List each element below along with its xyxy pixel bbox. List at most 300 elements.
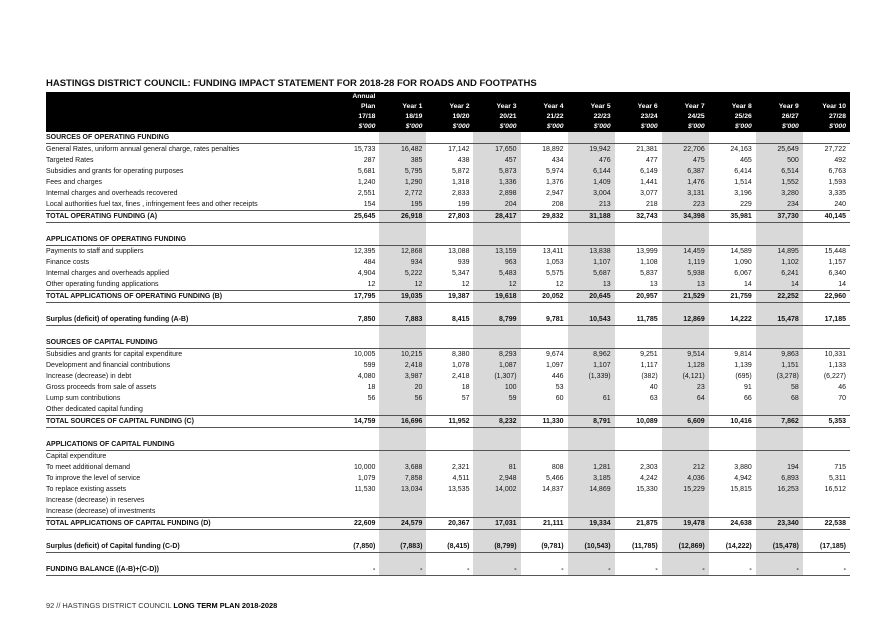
value-cell: 6,067	[734, 270, 752, 277]
value-cell: 13,159	[473, 246, 520, 258]
value-cell: 14,589	[730, 248, 752, 255]
value-cell	[756, 132, 803, 144]
value-cell: 16,253	[756, 484, 803, 495]
value-cell: (11,785)	[615, 541, 662, 553]
column-header-line2: Year 10	[803, 102, 850, 112]
value-cell	[615, 439, 662, 451]
value-cell: 1,090	[734, 259, 752, 266]
value-cell: 5,466	[546, 475, 564, 482]
value-cell: 6,149	[640, 168, 658, 175]
value-cell: 3,196	[734, 190, 752, 197]
value-cell: (8,415)	[426, 541, 473, 553]
value-cell: 1,097	[546, 362, 564, 369]
table-row	[46, 246, 850, 258]
value-cell	[426, 337, 473, 349]
value-cell	[662, 428, 709, 440]
value-cell	[803, 234, 850, 246]
value-cell: 4,942	[734, 475, 752, 482]
value-cell: 6,241	[756, 268, 803, 279]
value-cell: 1,133	[828, 362, 846, 369]
column-header-unit: $'000	[662, 122, 709, 132]
value-cell	[568, 303, 615, 315]
value-cell: -	[379, 564, 426, 576]
value-cell: 5,837	[640, 270, 658, 277]
value-cell	[756, 326, 803, 338]
column-header-line3: 25/26	[709, 112, 756, 122]
table-row	[46, 166, 850, 177]
value-cell	[568, 326, 615, 338]
value-cell: 14	[756, 279, 803, 291]
value-cell	[709, 428, 756, 440]
value-cell: (695)	[735, 373, 752, 380]
value-cell	[379, 553, 426, 565]
value-cell: 19,387	[426, 291, 473, 303]
value-cell: -	[615, 564, 662, 576]
value-cell: 22,706	[662, 144, 709, 156]
value-cell	[332, 495, 379, 506]
value-cell	[803, 439, 850, 451]
value-cell: 7,862	[756, 416, 803, 428]
value-cell: 16,696	[379, 416, 426, 428]
page-title: HASTINGS DISTRICT COUNCIL: FUNDING IMPACT STATEMENT FOR 2018-28 FOR ROADS AND FOOTPATHS	[46, 78, 537, 89]
row-label: TOTAL APPLICATIONS OF CAPITAL FUNDING (D)	[46, 518, 332, 530]
column-header-line1	[709, 92, 756, 102]
value-cell: 20	[379, 382, 426, 393]
table-row	[46, 382, 850, 393]
value-cell	[662, 553, 709, 565]
value-cell	[615, 530, 662, 542]
value-cell: 10,331	[824, 351, 846, 358]
value-cell: 7,850	[332, 314, 379, 326]
value-cell: 23,340	[756, 518, 803, 530]
value-cell: 3,987	[379, 371, 426, 382]
value-cell: 1,409	[568, 177, 615, 188]
value-cell	[568, 530, 615, 542]
value-cell: 5,872	[451, 168, 470, 175]
table-row	[46, 428, 850, 440]
value-cell: 208	[551, 201, 564, 208]
value-cell: 199	[457, 201, 470, 208]
table-row	[46, 291, 850, 303]
value-cell	[709, 234, 756, 246]
value-cell: 32,743	[615, 211, 662, 223]
column-header-unit: $'000	[426, 122, 473, 132]
value-cell: 4,036	[662, 473, 709, 484]
column-header-line1	[379, 92, 426, 102]
value-cell: 25,645	[332, 211, 379, 223]
value-cell: 13	[662, 279, 709, 291]
value-cell: 4,511	[452, 475, 470, 482]
value-cell: 6,514	[756, 166, 803, 177]
table-row	[46, 303, 850, 315]
row-label: TOTAL SOURCES OF CAPITAL FUNDING (C)	[46, 416, 332, 428]
column-header-line2: Year 7	[662, 102, 709, 112]
value-cell: 2,947	[546, 190, 564, 197]
value-cell: 60	[555, 395, 564, 402]
value-cell	[756, 439, 803, 451]
value-cell: 5,353	[803, 416, 850, 428]
table-row	[46, 518, 850, 530]
value-cell	[662, 132, 709, 144]
value-cell: 8,380	[451, 351, 470, 358]
funding-impact-table	[46, 92, 850, 576]
value-cell	[332, 326, 379, 338]
value-cell: (1,307)	[473, 371, 520, 382]
value-cell: (6,227)	[823, 373, 846, 380]
value-cell: 457	[473, 155, 520, 166]
value-cell	[568, 234, 615, 246]
value-cell	[803, 132, 850, 144]
value-cell	[426, 428, 473, 440]
value-cell: 29,832	[521, 211, 568, 223]
value-cell: 40,145	[803, 211, 850, 223]
value-cell	[803, 553, 850, 565]
value-cell: 1,441	[640, 179, 658, 186]
value-cell: 3,185	[568, 473, 615, 484]
value-cell	[473, 404, 520, 416]
value-cell: 64	[662, 393, 709, 404]
footer-plan-title: LONG TERM PLAN 2018-2028	[173, 601, 278, 610]
value-cell: 8,293	[473, 349, 520, 361]
value-cell: (7,850)	[332, 541, 379, 553]
table-row	[46, 314, 850, 326]
value-cell	[379, 451, 426, 463]
value-cell	[662, 326, 709, 338]
value-cell: 213	[568, 199, 615, 211]
value-cell: -	[568, 564, 615, 576]
value-cell: 287	[363, 157, 376, 164]
value-cell	[473, 530, 520, 542]
value-cell: (7,883)	[379, 541, 426, 553]
value-cell	[662, 337, 709, 349]
value-cell: 1,157	[828, 259, 846, 266]
value-cell	[379, 223, 426, 235]
value-cell: 13,411	[542, 248, 564, 255]
row-label: Targeted Rates	[46, 157, 94, 164]
value-cell: 23	[662, 382, 709, 393]
table-row	[46, 371, 850, 382]
value-cell	[803, 303, 850, 315]
value-cell	[803, 506, 850, 518]
value-cell: 17,650	[473, 144, 520, 156]
table-row	[46, 416, 850, 428]
value-cell: 35,981	[709, 211, 756, 223]
value-cell	[756, 223, 803, 235]
value-cell: 6,414	[734, 168, 752, 175]
value-cell	[615, 223, 662, 235]
value-cell: 1,107	[568, 360, 615, 371]
value-cell	[756, 234, 803, 246]
value-cell: 3,335	[828, 190, 846, 197]
value-cell: 10,543	[568, 314, 615, 326]
value-cell: 234	[756, 199, 803, 211]
value-cell	[521, 428, 568, 440]
table-row	[46, 234, 850, 246]
value-cell: 14,222	[709, 314, 756, 326]
row-label: Subsidies and grants for capital expenditure	[46, 351, 183, 358]
value-cell	[332, 553, 379, 565]
row-label: Surplus (deficit) of Capital funding (C-D)	[46, 541, 332, 553]
value-cell: 476	[568, 155, 615, 166]
value-cell: 13,034	[379, 484, 426, 495]
value-cell: 9,814	[734, 351, 752, 358]
value-cell: 1,151	[756, 360, 803, 371]
table-row	[46, 155, 850, 166]
value-cell: 3,131	[662, 188, 709, 199]
value-cell: 6,387	[662, 166, 709, 177]
value-cell: 11,330	[521, 416, 568, 428]
table-row	[46, 439, 850, 451]
value-cell	[662, 404, 709, 416]
value-cell	[662, 530, 709, 542]
row-label: Payments to staff and suppliers	[46, 248, 144, 255]
value-cell	[426, 530, 473, 542]
row-label: APPLICATIONS OF CAPITAL FUNDING	[46, 439, 332, 451]
value-cell: 1,079	[357, 475, 376, 482]
value-cell: 3,688	[379, 462, 426, 473]
value-cell: 13,088	[448, 248, 470, 255]
value-cell	[521, 132, 568, 144]
row-label: Finance costs	[46, 259, 90, 266]
row-label	[46, 530, 332, 542]
value-cell: 26,918	[379, 211, 426, 223]
value-cell	[615, 326, 662, 338]
value-cell	[803, 223, 850, 235]
value-cell: 5,311	[829, 475, 846, 482]
column-header-line3: 26/27	[756, 112, 803, 122]
value-cell: 21,111	[521, 518, 568, 530]
value-cell	[521, 337, 568, 349]
column-header-line2: Year 9	[756, 102, 803, 112]
value-cell: 5,938	[662, 268, 709, 279]
value-cell: 66	[743, 395, 752, 402]
value-cell: 19,334	[568, 518, 615, 530]
value-cell	[332, 506, 379, 518]
value-cell	[473, 223, 520, 235]
value-cell: 31,188	[568, 211, 615, 223]
value-cell: 21,529	[662, 291, 709, 303]
value-cell: 57	[461, 395, 470, 402]
value-cell	[803, 451, 850, 463]
value-cell	[568, 404, 615, 416]
value-cell: 1,552	[756, 177, 803, 188]
value-cell: 5,795	[379, 166, 426, 177]
page-footer	[46, 601, 277, 610]
value-cell	[521, 439, 568, 451]
row-label	[46, 428, 332, 440]
value-cell: (10,543)	[568, 541, 615, 553]
column-header-unit: $'000	[332, 122, 379, 132]
value-cell	[709, 451, 756, 463]
footer-page-ref: 92 // HASTINGS DISTRICT COUNCIL	[46, 601, 174, 610]
row-label: Gross proceeds from sale of assets	[46, 384, 157, 391]
value-cell: 46	[838, 384, 846, 391]
value-cell: -	[756, 564, 803, 576]
value-cell	[756, 530, 803, 542]
value-cell: 5,575	[546, 270, 564, 277]
value-cell: 1,119	[662, 257, 709, 268]
value-cell: 22,960	[803, 291, 850, 303]
table-row	[46, 530, 850, 542]
value-cell: 100	[473, 382, 520, 393]
value-cell: 10,416	[709, 416, 756, 428]
value-cell: 19,478	[662, 518, 709, 530]
value-cell: 1,240	[357, 179, 376, 186]
value-cell: 1,281	[568, 462, 615, 473]
value-cell	[473, 326, 520, 338]
value-cell	[709, 223, 756, 235]
column-header-line3: 27/28	[803, 112, 850, 122]
value-cell	[426, 451, 473, 463]
value-cell: 477	[645, 157, 658, 164]
value-cell	[615, 506, 662, 518]
column-header-line1	[473, 92, 520, 102]
value-cell: -	[426, 564, 473, 576]
value-cell: 14,895	[756, 246, 803, 258]
value-cell	[615, 404, 662, 416]
value-cell	[379, 337, 426, 349]
value-cell: (14,222)	[709, 541, 756, 553]
value-cell: 6,340	[828, 270, 846, 277]
value-cell: 1,476	[662, 177, 709, 188]
row-label: General Rates, uniform annual general charge, rates penalties	[46, 146, 240, 153]
value-cell: 8,791	[568, 416, 615, 428]
row-label: Lump sum contributions	[46, 395, 121, 402]
value-cell: 10,215	[379, 349, 426, 361]
value-cell: 1,376	[546, 179, 564, 186]
value-cell	[803, 495, 850, 506]
value-cell: 12,395	[353, 248, 376, 255]
header-label-cell	[46, 112, 332, 122]
value-cell	[473, 451, 520, 463]
value-cell: 939	[457, 259, 470, 266]
value-cell	[426, 495, 473, 506]
table-row	[46, 211, 850, 223]
value-cell: 4,242	[640, 475, 658, 482]
value-cell	[709, 439, 756, 451]
column-header-unit: $'000	[473, 122, 520, 132]
value-cell	[568, 382, 615, 393]
value-cell: 7,858	[379, 473, 426, 484]
column-header-line1: Annual	[332, 92, 379, 102]
table-row	[46, 188, 850, 199]
value-cell: 6,144	[568, 166, 615, 177]
value-cell: 12	[379, 279, 426, 291]
value-cell	[568, 337, 615, 349]
value-cell	[756, 303, 803, 315]
value-cell: 5,222	[379, 268, 426, 279]
value-cell: 24,163	[730, 146, 752, 153]
value-cell: 808	[551, 464, 564, 471]
value-cell: 12	[555, 281, 564, 288]
value-cell: 15,733	[353, 146, 376, 153]
value-cell: 59	[473, 393, 520, 404]
value-cell: 15,448	[824, 248, 846, 255]
value-cell	[568, 451, 615, 463]
table-row	[46, 257, 850, 268]
column-header-line2: Year 5	[568, 102, 615, 112]
value-cell: 1,108	[640, 259, 658, 266]
value-cell: 34,398	[662, 211, 709, 223]
value-cell	[709, 506, 756, 518]
value-cell: 14,837	[542, 486, 564, 493]
value-cell	[473, 506, 520, 518]
value-cell: 15,815	[730, 486, 752, 493]
value-cell	[379, 428, 426, 440]
value-cell	[521, 234, 568, 246]
value-cell: 21,759	[709, 291, 756, 303]
value-cell: 3,880	[734, 464, 752, 471]
value-cell: 13	[649, 281, 658, 288]
value-cell: (8,799)	[473, 541, 520, 553]
value-cell: 70	[838, 395, 846, 402]
value-cell: 2,418	[451, 373, 470, 380]
column-header-line2: Year 3	[473, 102, 520, 112]
header-label-cell	[46, 102, 332, 112]
value-cell	[709, 326, 756, 338]
row-label: To replace existing assets	[46, 486, 127, 493]
value-cell: 14	[743, 281, 752, 288]
value-cell: 229	[740, 201, 752, 208]
value-cell: 19,942	[568, 144, 615, 156]
value-cell	[756, 404, 803, 416]
value-cell: 4,904	[357, 270, 376, 277]
value-cell	[473, 303, 520, 315]
value-cell: 1,117	[640, 362, 658, 369]
value-cell: -	[332, 564, 379, 576]
value-cell: 599	[363, 362, 376, 369]
value-cell: 11,530	[354, 486, 376, 493]
value-cell	[756, 451, 803, 463]
row-label: Increase (decrease) in reserves	[46, 497, 145, 504]
table-body	[46, 132, 850, 576]
value-cell: 16,482	[379, 144, 426, 156]
table-header	[46, 92, 850, 132]
value-cell: 25,649	[756, 144, 803, 156]
value-cell	[756, 428, 803, 440]
value-cell	[473, 132, 520, 144]
value-cell	[473, 337, 520, 349]
value-cell: 204	[473, 199, 520, 211]
value-cell: 5,483	[473, 268, 520, 279]
value-cell: 9,674	[546, 351, 564, 358]
table-row	[46, 462, 850, 473]
value-cell	[662, 223, 709, 235]
value-cell	[379, 439, 426, 451]
column-header-unit: $'000	[709, 122, 756, 132]
table-row	[46, 144, 850, 156]
value-cell: -	[473, 564, 520, 576]
row-label: Internal charges and overheads applied	[46, 270, 169, 277]
value-cell	[332, 234, 379, 246]
value-cell: 500	[756, 155, 803, 166]
value-cell: 22,252	[756, 291, 803, 303]
header-row-unit	[46, 122, 850, 132]
table-row	[46, 337, 850, 349]
value-cell: 218	[645, 201, 658, 208]
value-cell	[332, 223, 379, 235]
column-header-line1	[662, 92, 709, 102]
value-cell	[568, 223, 615, 235]
table-row	[46, 473, 850, 484]
column-header-unit: $'000	[756, 122, 803, 132]
value-cell: 12	[367, 281, 376, 288]
value-cell	[473, 495, 520, 506]
row-label: Local authorities fuel tax, fines , infringement fees and other receipts	[46, 201, 258, 208]
value-cell: 20,052	[521, 291, 568, 303]
row-label: FUNDING BALANCE ((A-B)+(C-D))	[46, 564, 332, 576]
column-header-line2: Year 2	[426, 102, 473, 112]
